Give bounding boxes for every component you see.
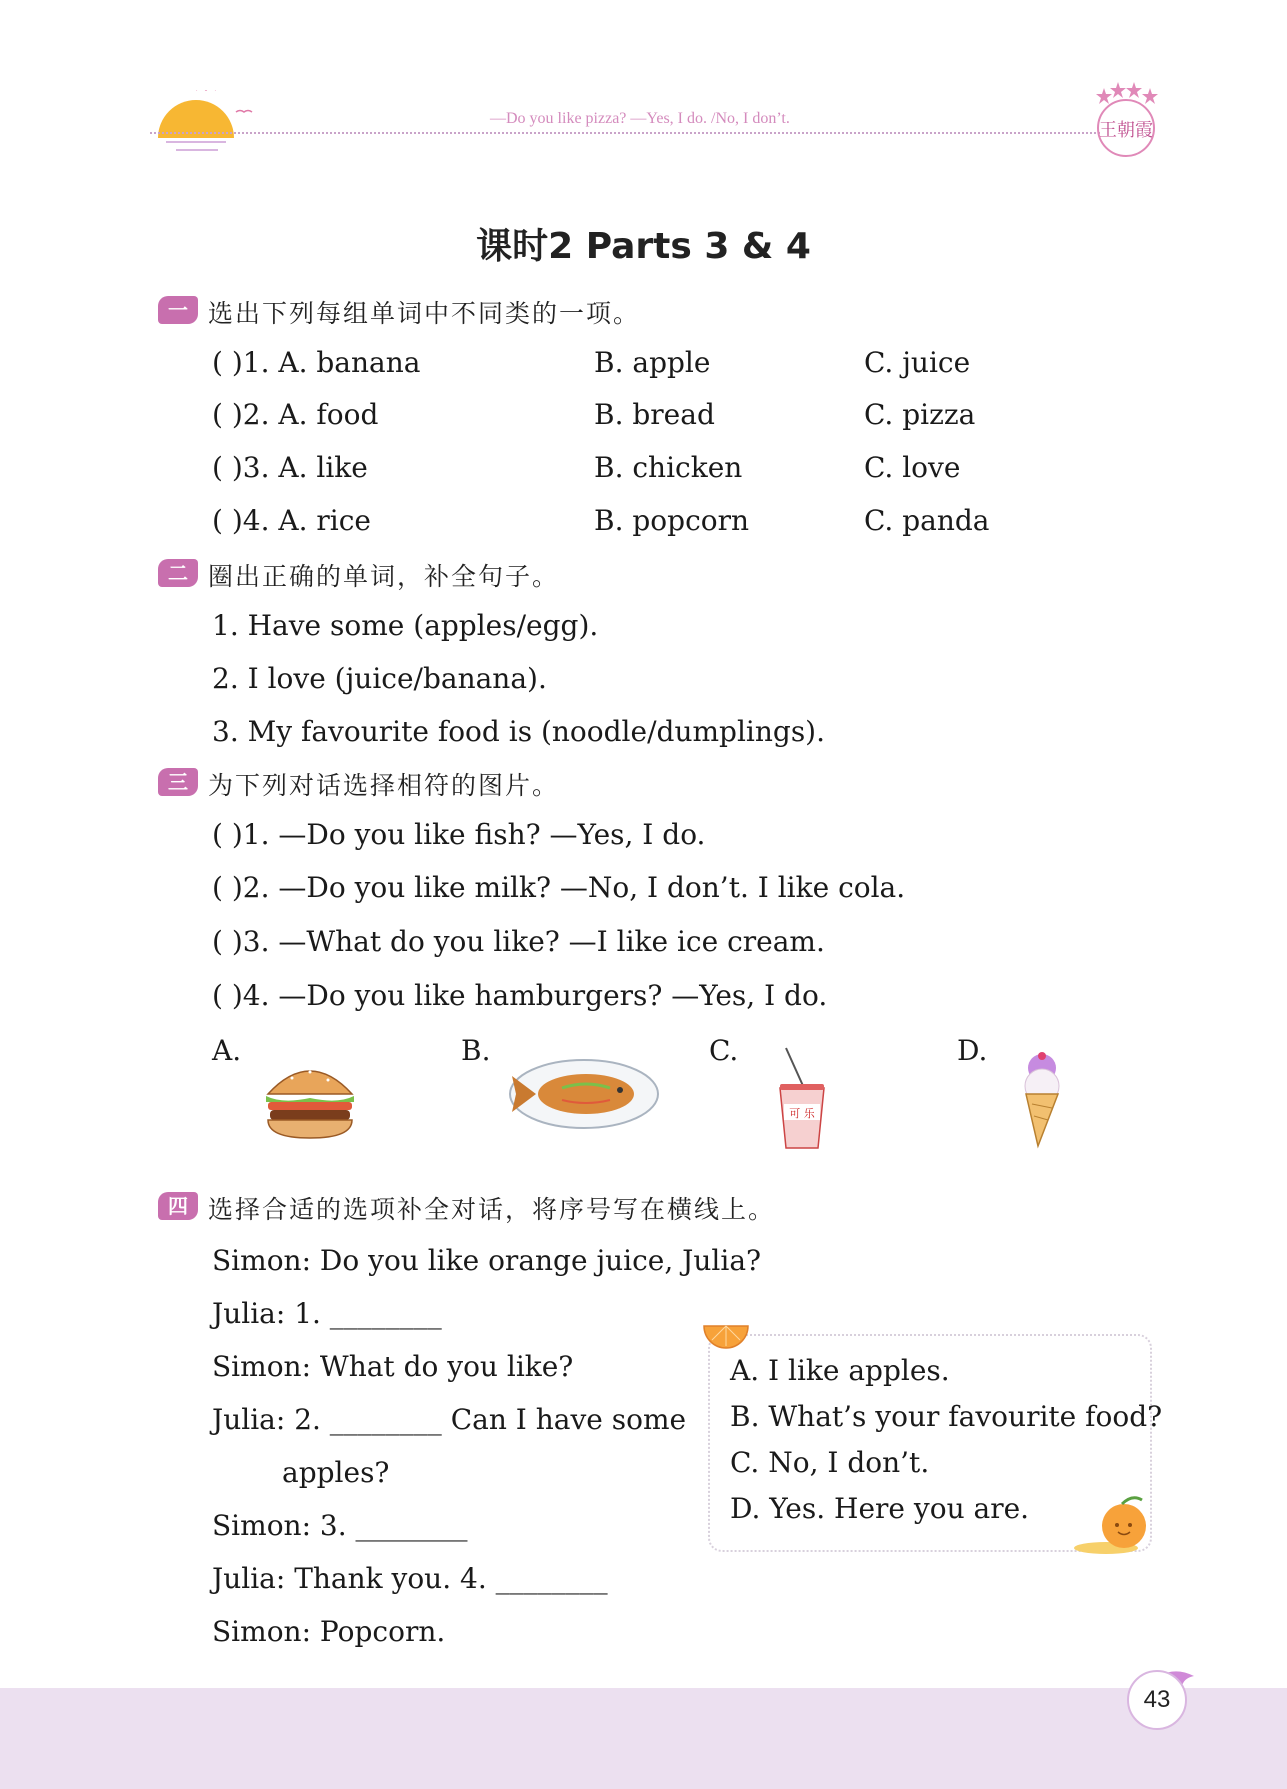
s1-q1-c: C. juice [864, 346, 971, 379]
s3-q1: ( )1. —Do you like fish? —Yes, I do. [212, 818, 706, 851]
picture-b-label: B. [461, 1034, 491, 1067]
s1-q3-c: C. love [864, 451, 961, 484]
s3-q4: ( )4. —Do you like hamburgers? —Yes, I do. [212, 979, 828, 1012]
s2-q3: 3. My favourite food is (noodle/dumplings). [212, 715, 826, 748]
option-b: B. What’s your favourite food? [730, 1400, 1163, 1433]
dialogue-line-6: Simon: 3. ________ [212, 1509, 468, 1542]
section-1-heading: 选出下列每组单词中不同类的一项。 [208, 299, 641, 328]
dialogue-line-7: Julia: Thank you. 4. ________ [212, 1562, 608, 1595]
brand-logo [1088, 78, 1168, 172]
section-2-heading: 圈出正确的单词，补全句子。 [208, 562, 560, 591]
s1-q3-b: B. chicken [594, 451, 743, 484]
s3-q3: ( )3. —What do you like? —I like ice cream. [212, 925, 825, 958]
picture-d-label: D. [957, 1034, 988, 1067]
option-a: A. I like apples. [730, 1354, 950, 1387]
s1-q4: ( )4. A. rice [212, 504, 371, 537]
s1-q2-b: B. bread [594, 398, 715, 431]
logo-text: 王朝霞 [1099, 120, 1153, 141]
cola-label: 可 乐 [789, 1107, 815, 1120]
fish-dish-icon [502, 1054, 662, 1138]
option-d: D. Yes. Here you are. [730, 1492, 1030, 1525]
s1-q2-c: C. pizza [864, 398, 976, 431]
picture-a-label: A. [212, 1034, 242, 1067]
s1-q1-b: B. apple [594, 346, 711, 379]
footer-band [0, 1688, 1287, 1789]
section-3-badge: 三 [158, 768, 198, 796]
cola-cup-icon [772, 1044, 832, 1156]
orange-fruit-icon [1072, 1492, 1152, 1560]
section-1-badge: 一 [158, 296, 198, 324]
orange-slice-icon [702, 1322, 750, 1356]
s1-q4-b: B. popcorn [594, 504, 750, 537]
section-4-badge: 四 [158, 1192, 198, 1220]
option-c: C. No, I don’t. [730, 1446, 930, 1479]
s1-q2: ( )2. A. food [212, 398, 379, 431]
ice-cream-icon [1014, 1046, 1070, 1154]
dialogue-line-1: Simon: Do you like orange juice, Julia? [212, 1244, 762, 1277]
dialogue-line-3: Simon: What do you like? [212, 1350, 574, 1383]
dialogue-line-5: apples? [282, 1456, 390, 1489]
picture-c-label: C. [709, 1034, 739, 1067]
s1-q3: ( )3. A. like [212, 451, 368, 484]
page-number: 43 [1127, 1670, 1187, 1730]
s2-q1: 1. Have some (apples/egg). [212, 609, 599, 642]
section-3-heading: 为下列对话选择相符的图片。 [208, 771, 560, 800]
s1-q1: ( )1. A. banana [212, 346, 421, 379]
section-4-heading: 选择合适的选项补全对话，将序号写在横线上。 [208, 1195, 776, 1224]
hamburger-icon [262, 1058, 358, 1146]
s3-q2: ( )2. —Do you like milk? —No, I don’t. I like cola. [212, 871, 906, 904]
s1-q4-c: C. panda [864, 504, 990, 537]
running-title: —Do you like pizza? —Yes, I do. /No, I don’t. [490, 110, 790, 127]
dialogue-line-8: Simon: Popcorn. [212, 1615, 446, 1648]
sun-icon [156, 90, 266, 159]
dialogue-line-4: Julia: 2. ________ Can I have some [212, 1403, 687, 1436]
s2-q2: 2. I love (juice/banana). [212, 662, 547, 695]
section-2-badge: 二 [158, 559, 198, 587]
dialogue-line-2: Julia: 1. ________ [212, 1297, 442, 1330]
header-divider [150, 132, 1100, 134]
lesson-title: 课时2 Parts 3 & 4 [476, 226, 811, 267]
